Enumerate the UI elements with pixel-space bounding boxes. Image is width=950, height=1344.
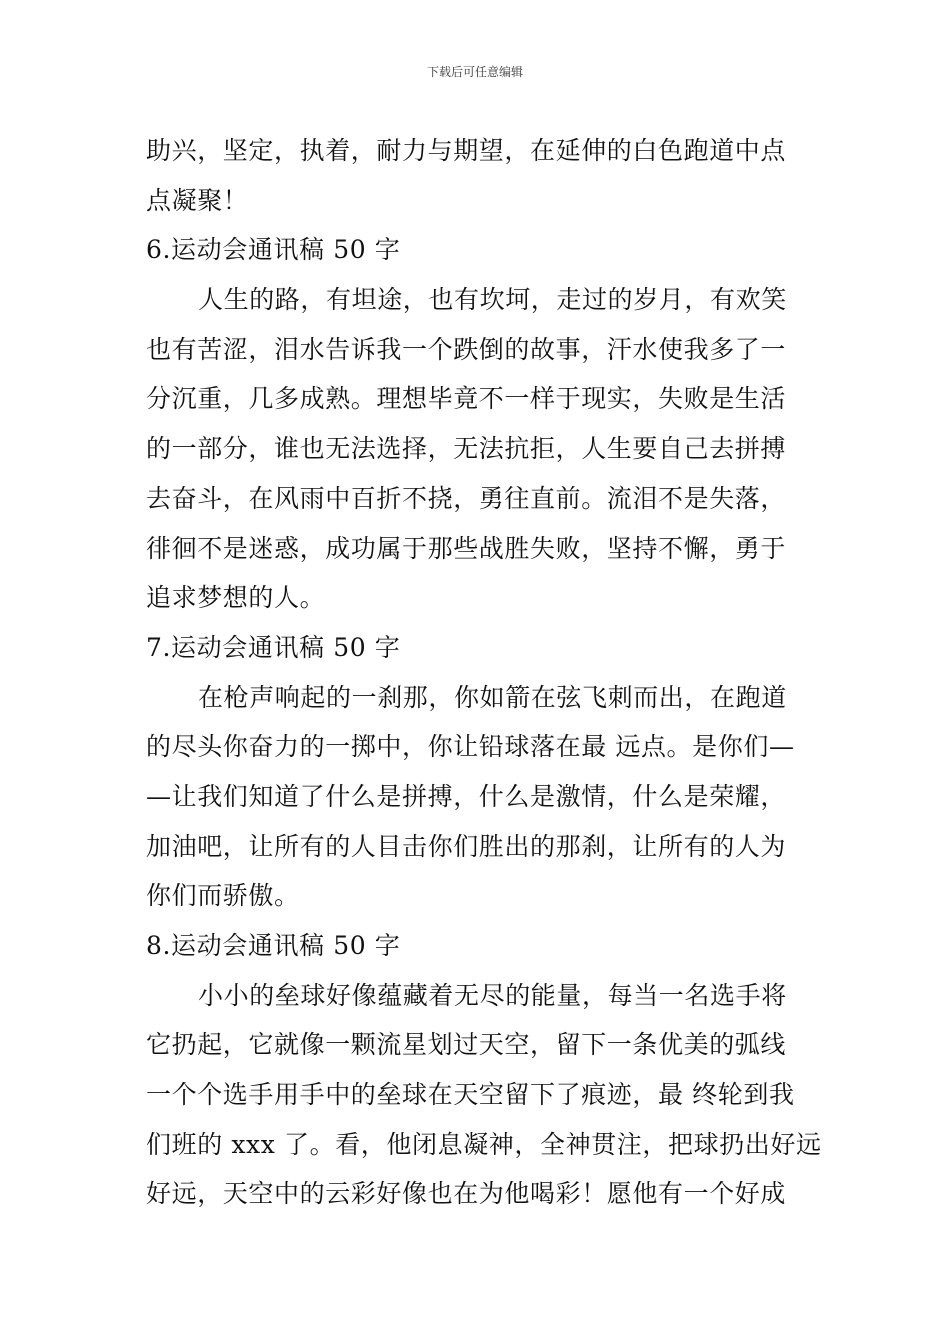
- text-line: 7.运动会通讯稿 50 字: [146, 632, 401, 662]
- text-line: —让我们知道了什么是拼搏，什么是激情，什么是荣耀，: [146, 781, 787, 811]
- text-line: 助兴，坚定，执着，耐力与期望，在延伸的白色跑道中点: [146, 136, 787, 165]
- text-line: 小小的垒球好像蕴藏着无尽的能量，每当一名选手将: [198, 980, 787, 1010]
- text-line: 一个个选手用手中的垒球在天空留下了痕迹，最 终轮到我: [146, 1080, 795, 1110]
- text-line: 点凝聚！: [146, 185, 249, 215]
- text-line: 们班的 xxx 了。看，他闭息凝神，全神贯注，把球扔出好远: [146, 1129, 822, 1159]
- text-line: 加油吧，让所有的人目击你们胜出的那刹，让所有的人为: [146, 831, 787, 861]
- document-body: [146, 126, 822, 1219]
- text-line: 它扔起，它就像一颗流星划过天空，留下一条优美的弧线: [146, 1030, 787, 1060]
- text-line: 分沉重，几多成熟。理想毕竟不一样于现实，失败是生活: [146, 384, 787, 414]
- text-line: 在枪声响起的一刹那，你如箭在弦飞刺而出，在跑道: [198, 682, 787, 712]
- text-line: 的尽头你奋力的一掷中，你让铅球落在最 远点。是你们—: [146, 732, 795, 762]
- text-line: 好远，天空中的云彩好像也在为他喝彩！愿他有一个好成: [146, 1179, 787, 1209]
- text-line: 8.运动会通讯稿 50 字: [146, 931, 401, 960]
- text-line: 你们而骄傲。: [146, 881, 300, 911]
- text-line: 去奋斗，在风雨中百折不挠，勇往直前。流泪不是失落，: [146, 483, 787, 513]
- text-line: 徘徊不是迷惑，成功属于那些战胜失败，坚持不懈，勇于: [146, 533, 787, 563]
- text-line: 也有苦涩，泪水告诉我一个跌倒的故事，汗水使我多了一: [146, 334, 787, 364]
- text-line: 人生的路，有坦途，也有坎坷，走过的岁月，有欢笑: [198, 285, 787, 315]
- text-line: 的一部分，谁也无法选择，无法抗拒，人生要自己去拼搏: [146, 434, 787, 464]
- text-line: 追求梦想的人。: [146, 583, 326, 613]
- page-header-note: 下载后可任意编辑: [426, 65, 523, 79]
- text-line: 6.运动会通讯稿 50 字: [146, 235, 401, 265]
